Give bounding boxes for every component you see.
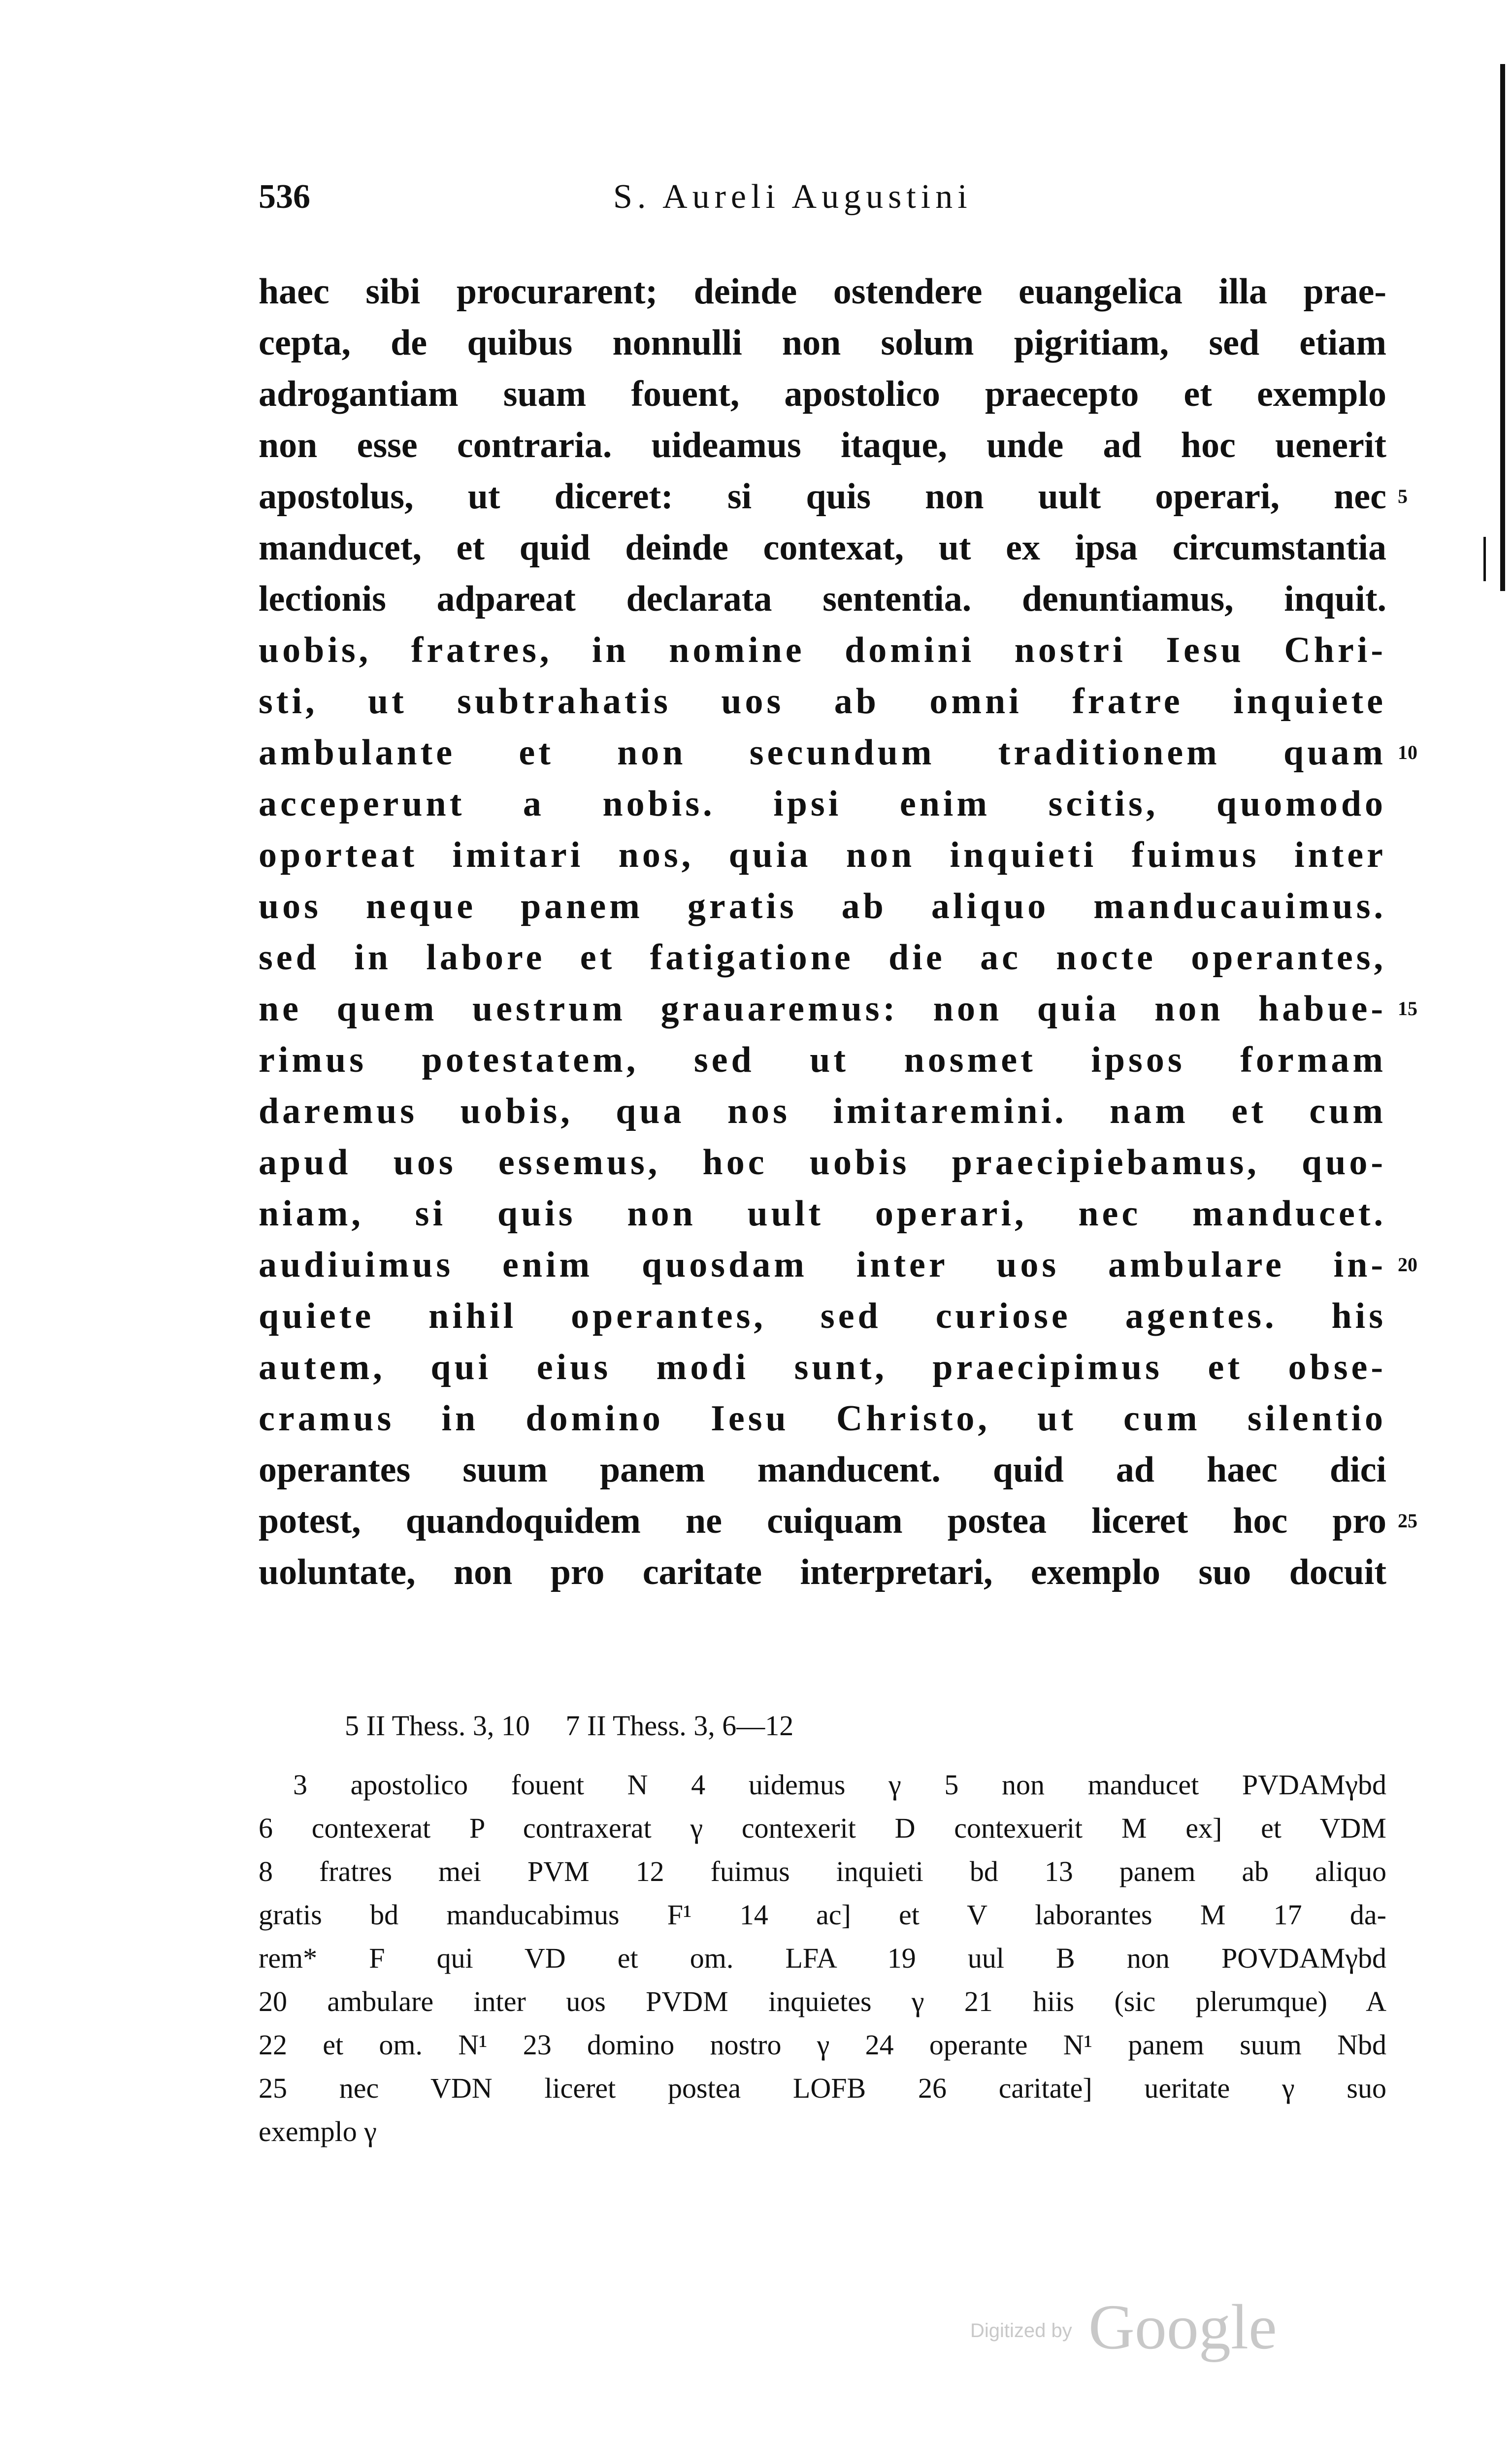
running-head: S. Aureli Augustini [613,178,972,216]
scan-edge-mark [1483,537,1486,581]
text-line: audiuimus enim quosdam inter uos ambulare in- [259,1245,1386,1285]
text-line: sed in labore et fatigatione die ac nocte operantes, [259,937,1386,978]
line-number: 15 [1398,997,1417,1020]
text-line: uoluntate, non pro caritate interpretari, exemplo suo docuit [259,1552,1386,1592]
text-line: cramus in domino Iesu Christo, ut cum silentio [259,1398,1386,1439]
text-line: autem, qui eius modi sunt, praecipimus et obse- [259,1347,1386,1387]
apparatus-line: rem* F qui VD et om. LFA 19 uul B non POVDAMγbd [259,1942,1386,1974]
scan-edge-bar [1500,64,1505,591]
line-number: 20 [1398,1253,1417,1276]
apparatus-line: 20 ambulare inter uos PVDM inquietes γ 21 hiis (sic plerumque) A [259,1985,1386,2017]
text-line: lectionis adpareat declarata sententia. denuntiamus, inquit. [259,579,1386,619]
watermark-caption: Digitized by [970,2320,1072,2342]
line-number-margin [1398,266,1457,1547]
text-line: acceperunt a nobis. ipsi enim scitis, quomodo [259,784,1386,824]
text-line: uobis, fratres, in nomine domini nostri Iesu Chri- [259,630,1386,670]
text-line: manducet, et quid deinde contexat, ut ex ipsa circumstantia [259,528,1386,568]
text-line: ne quem uestrum grauaremus: non quia non habue- [259,989,1386,1029]
text-line: adrogantiam suam fouent, apostolico praecepto et exemplo [259,374,1386,414]
text-line: non esse contraria. uideamus itaque, unde ad hoc uenerit [259,425,1386,465]
apparatus-line: 8 fratres mei PVM 12 fuimus inquieti bd 13 panem ab aliquo [259,1855,1386,1887]
text-line: apostolus, ut diceret: si quis non uult operari, nec [259,476,1386,517]
text-line: haec sibi procurarent; deinde ostendere euangelica illa prae- [259,271,1386,312]
text-line: daremus uobis, qua nos imitaremini. nam et cum [259,1091,1386,1131]
page-header [259,177,1386,222]
apparatus-line: gratis bd manducabimus F¹ 14 ac] et V laborantes M 17 da- [259,1899,1386,1931]
apparatus-line: 25 nec VDN liceret postea LOFB 26 caritate] ueritate γ suo [259,2072,1386,2104]
apparatus-line: 22 et om. N¹ 23 domino nostro γ 24 operante N¹ panem suum Nbd [259,2029,1386,2061]
line-number: 5 [1398,485,1408,507]
critical-apparatus [259,1763,1386,2153]
apparatus-line: exemplo γ [259,2115,377,2147]
apparatus-line: 6 contexerat P contraxerat γ contexerit D contexuerit M ex] et VDM [259,1812,1386,1844]
text-line: oporteat imitari nos, quia non inquieti fuimus inter [259,835,1386,875]
main-text [259,266,1386,1598]
google-logo: Google [1088,2292,1277,2363]
text-line: potest, quandoquidem ne cuiquam postea liceret hoc pro [259,1501,1386,1541]
line-number: 25 [1398,1510,1417,1532]
text-line: cepta, de quibus nonnulli non solum pigritiam, sed etiam [259,323,1386,363]
page-number: 536 [259,178,310,216]
scripture-references: 5 II Thess. 3, 10 7 II Thess. 3, 6—12 [345,1710,794,1742]
text-line: quiete nihil operantes, sed curiose agentes. his [259,1296,1386,1336]
text-line: sti, ut subtrahatis uos ab omni fratre inquiete [259,681,1386,722]
text-line: operantes suum panem manducent. quid ad haec dici [259,1450,1386,1490]
text-line: uos neque panem gratis ab aliquo manducauimus. [259,886,1386,926]
text-line: niam, si quis non uult operari, nec manducet. [259,1193,1386,1234]
apparatus-line: 3 apostolico fouent N 4 uidemus γ 5 non manducet PVDAMγbd [293,1769,1386,1801]
line-number: 10 [1398,741,1417,763]
text-line: ambulante et non secundum traditionem quam [259,732,1386,773]
text-line: rimus potestatem, sed ut nosmet ipsos formam [259,1040,1386,1080]
text-line: apud uos essemus, hoc uobis praecipiebamus, quo- [259,1142,1386,1183]
